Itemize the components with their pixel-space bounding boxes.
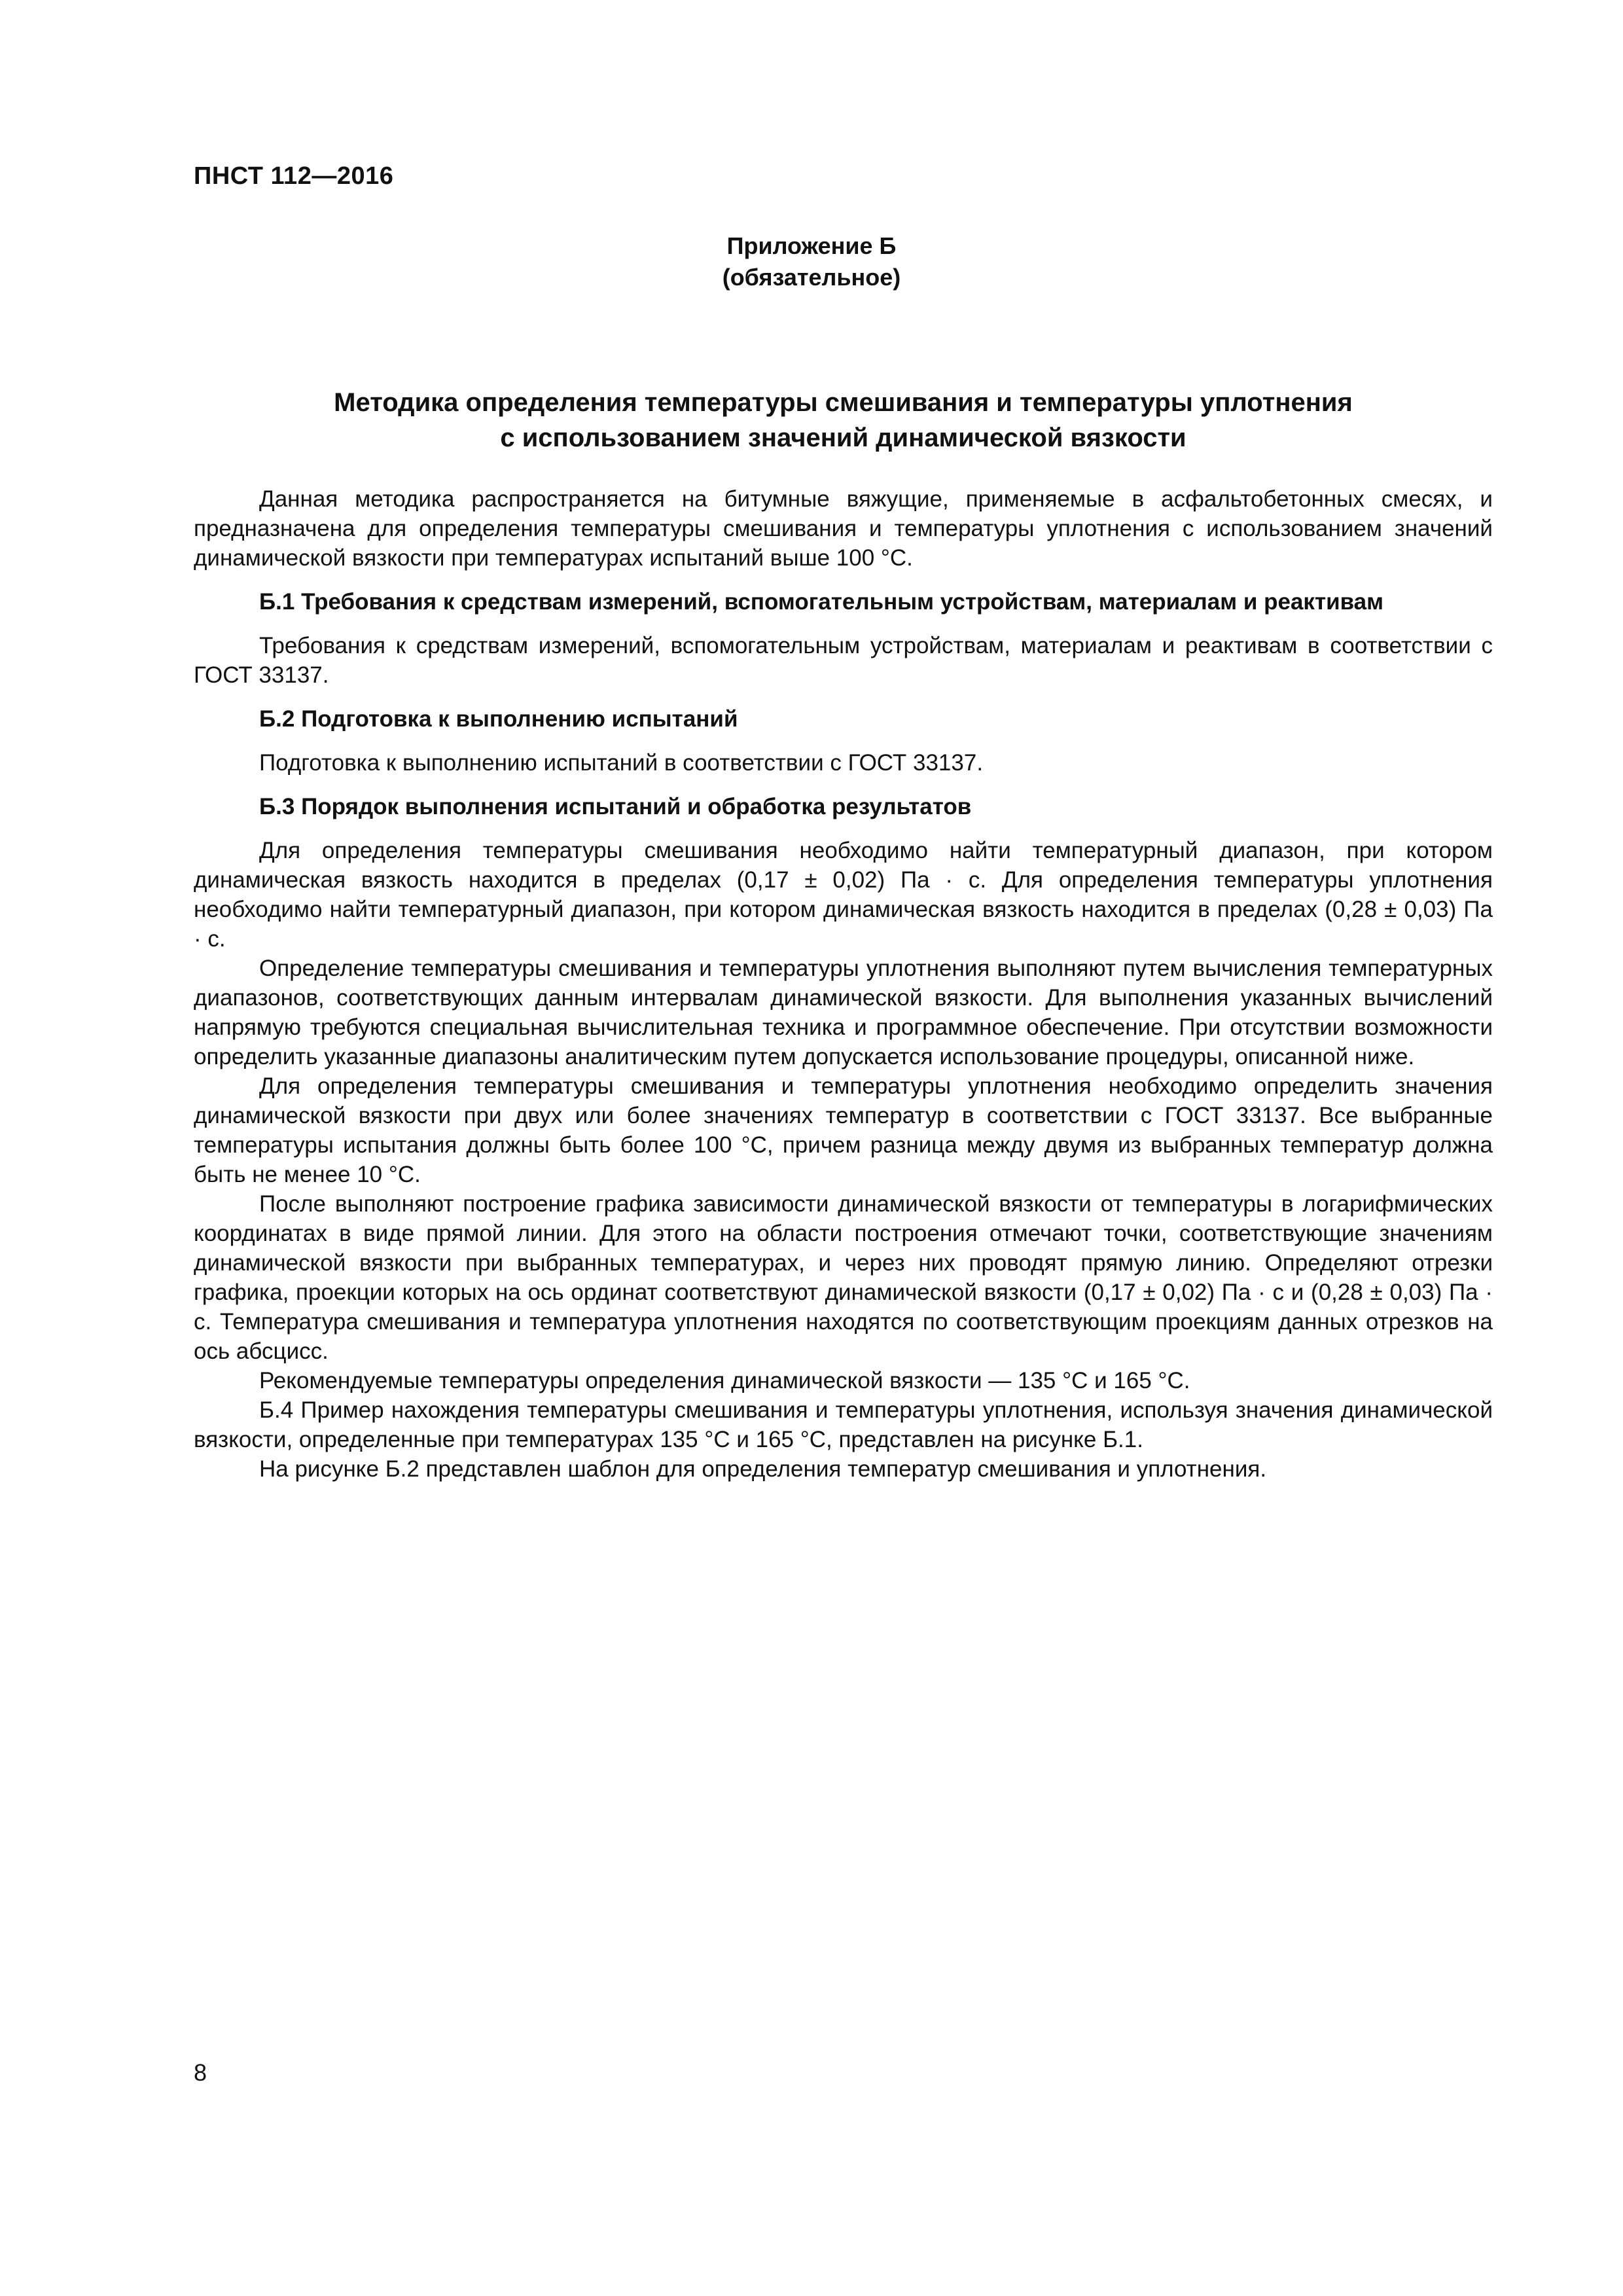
document-body xyxy=(194,484,1493,1484)
section-b4-paragraph: Б.4 Пример нахождения температуры смешивания и температуры уплотнения, используя значения динамической вязкости, определенные при температурах 135 °С и 165 °С, представлен на рисунке Б.1. xyxy=(194,1397,1493,1452)
document-code: ПНСТ 112—2016 xyxy=(194,162,394,190)
section-heading-b2: Б.2 Подготовка к выполнению испытаний xyxy=(259,706,738,732)
section-heading-b1: Б.1 Требования к средствам измерений, вспомогательным устройствам, материалам и реактивам xyxy=(259,589,1384,615)
annex-title-line-2: с использованием значений динамической вязкости xyxy=(500,423,1186,452)
page-number: 8 xyxy=(194,2059,207,2086)
annex-status: (обязательное) xyxy=(722,264,901,291)
section-b3-paragraph: Для определения температуры смешивания и температуры уплотнения необходимо определить значения динамической вязкости при двух или более значениях температур в соответствии с ГОСТ 33137. Все выбранные температуры испытания должны быть более 100 °С, причем разница между двумя из выбранных температур должна быть не менее 10 °С. xyxy=(194,1073,1493,1187)
section-b3-paragraph: После выполняют построение графика зависимости динамической вязкости от температуры в логарифмических координатах в виде прямой линии. Для этого на области построения отмечают точки, соответствующие значениям динамической вязкости при выбранных температурах, и через них проводят прямую линию. Определяют отрезки графика, проекции которых на ось ординат соответствуют динамической вязкости (0,17 ± 0,02) Па · с и (0,28 ± 0,03) Па · с. Температура смешивания и температура уплотнения находятся по соответствующим проекциям данных отрезков на ось абсцисс. xyxy=(194,1191,1493,1364)
annex-title-line-1: Методика определения температуры смешивания и температуры уплотнения xyxy=(334,388,1353,417)
section-heading-b3: Б.3 Порядок выполнения испытаний и обработка результатов xyxy=(259,794,972,819)
section-b3-paragraph: Определение температуры смешивания и температуры уплотнения выполняют путем вычисления температурных диапазонов, соответствующих данным интервалам динамической вязкости. Для выполнения указанных вычислений напрямую требуются специальная вычислительная техника и программное обеспечение. При отсутствии возможности определить указанные диапазоны аналитическим путем допускается использование процедуры, описанной ниже. xyxy=(194,956,1493,1069)
figure-reference-paragraph: На рисунке Б.2 представлен шаблон для определения температур смешивания и уплотнения. xyxy=(259,1456,1267,1482)
section-b1-paragraph: Требования к средствам измерений, вспомогательным устройствам, материалам и реактивам в соответствии с ГОСТ 33137. xyxy=(194,633,1493,688)
section-b2-paragraph: Подготовка к выполнению испытаний в соответствии с ГОСТ 33137. xyxy=(259,750,984,776)
annex-heading xyxy=(0,230,1623,293)
annex-title xyxy=(194,385,1493,456)
intro-paragraph: Данная методика распространяется на битумные вяжущие, применяемые в асфальтобетонных смесях, и предназначена для определения температуры смешивания и температуры уплотнения с использованием значений динамической вязкости при температурах испытаний выше 100 °С. xyxy=(194,486,1493,571)
section-b3-paragraph: Рекомендуемые температуры определения динамической вязкости — 135 °С и 165 °С. xyxy=(259,1368,1190,1393)
annex-label: Приложение Б xyxy=(726,232,897,259)
section-b3-paragraph: Для определения температуры смешивания необходимо найти температурный диапазон, при котором динамическая вязкость находится в пределах (0,17 ± 0,02) Па · с. Для определения температуры уплотнения необходимо найти температурный диапазон, при котором динамическая вязкость находится в пределах (0,28 ± 0,03) Па · с. xyxy=(194,838,1493,952)
